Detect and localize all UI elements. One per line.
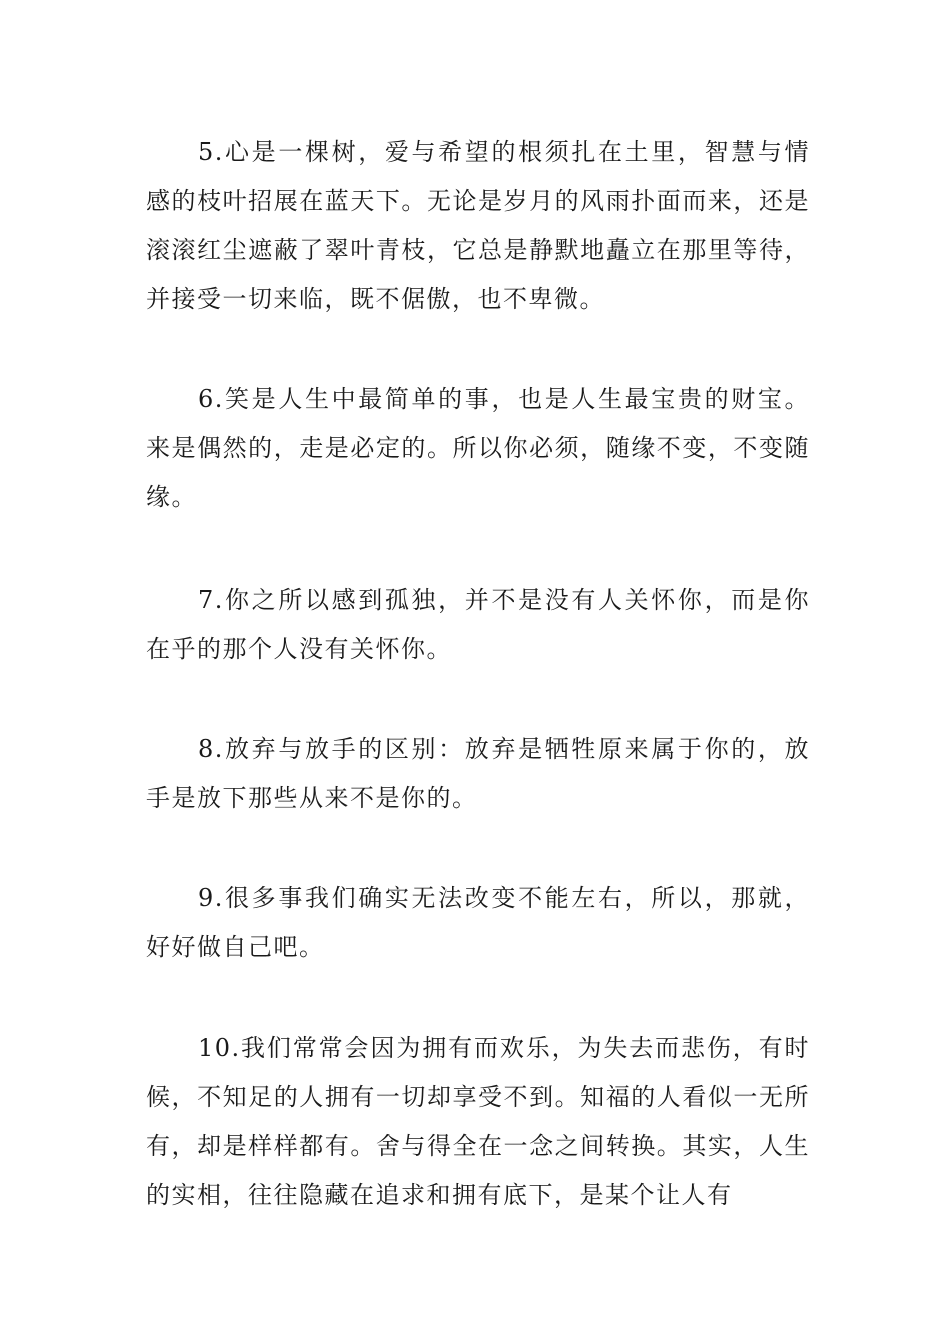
paragraph-item-9: 9.很多事我们确实无法改变不能左右，所以，那就，好好做自己吧。 bbox=[146, 884, 810, 961]
paragraph-item-6: 6.笑是人生中最简单的事，也是人生最宝贵的财宝。来是偶然的，走是必定的。所以你必须，随缘不变，不变随缘。 bbox=[146, 385, 810, 511]
paragraph-item-5: 5.心是一棵树，爱与希望的根须扎在土里，智慧与情感的枝叶招展在蓝天下。无论是岁月的风雨扑面而来，还是滚滚红尘遮蔽了翠叶青枝，它总是静默地矗立在那里等待，并接受一切来临，既不倨傲，也不卑微。 bbox=[146, 138, 810, 313]
paragraph-item-7: 7.你之所以感到孤独，并不是没有人关怀你，而是你在乎的那个人没有关怀你。 bbox=[146, 586, 810, 663]
paragraph-item-10: 10.我们常常会因为拥有而欢乐，为失去而悲伤，有时候，不知足的人拥有一切却享受不到。知福的人看似一无所有，却是样样都有。舍与得全在一念之间转换。其实，人生的实相，往往隐藏在追求和拥有底下，是某个让人有 bbox=[146, 1034, 810, 1209]
paragraph-item-8: 8.放弃与放手的区别：放弃是牺牲原来属于你的，放手是放下那些从来不是你的。 bbox=[146, 735, 810, 812]
